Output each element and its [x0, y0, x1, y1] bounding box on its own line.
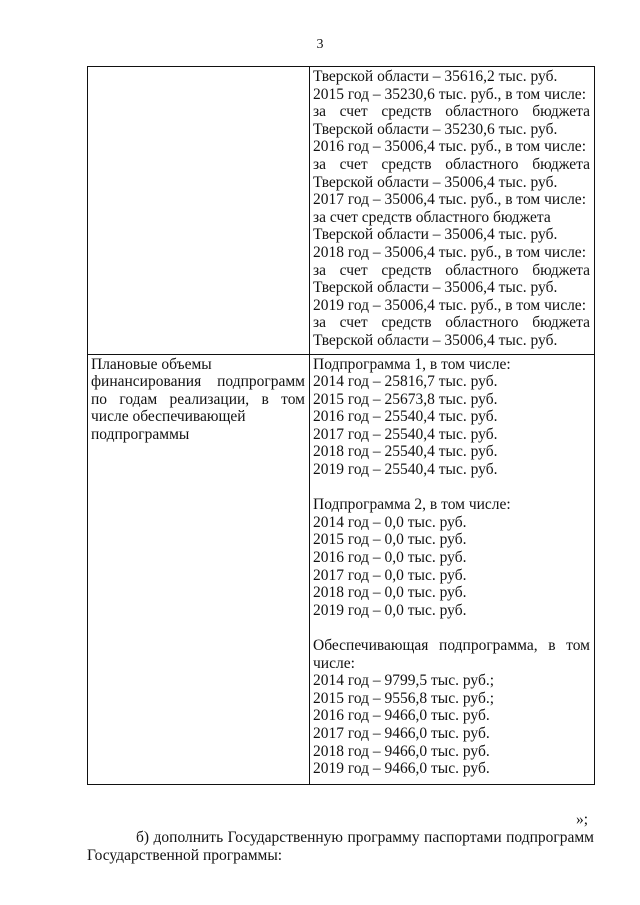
- subprogram2-year: 2017 год – 0,0 тыс. руб.: [313, 566, 467, 584]
- funding-line: Тверской области – 35006,4 тыс. руб.: [313, 226, 558, 244]
- funding-line: за счет средств областного бюджета: [313, 261, 590, 279]
- subprogram1-header: Подпрограмма 1, в том числе:: [313, 355, 511, 373]
- supporting-header: Обеспечивающая подпрограмма, в том: [313, 637, 590, 654]
- spacer: [313, 619, 590, 637]
- subprogram1-year: 2018 год – 25540,4 тыс. руб.: [313, 443, 498, 461]
- subprogram2-year: 2018 год – 0,0 тыс. руб.: [313, 584, 467, 602]
- funding-line: Тверской области – 35230,6 тыс. руб.: [313, 120, 558, 138]
- subprogram1-year: 2015 год – 25673,8 тыс. руб.: [313, 390, 498, 408]
- label-line: по годам реализации, в том: [91, 390, 305, 408]
- supporting-year: 2019 год – 9466,0 тыс. руб.: [313, 760, 490, 778]
- supporting-year: 2016 год – 9466,0 тыс. руб.: [313, 707, 490, 725]
- funding-line: Тверской области – 35006,4 тыс. руб.: [313, 331, 558, 349]
- funding-line: Тверской области – 35006,4 тыс. руб.: [313, 279, 558, 297]
- funding-line: 2015 год – 35230,6 тыс. руб., в том числе:: [313, 85, 586, 103]
- supporting-year: 2014 год – 9799,5 тыс. руб.;: [313, 672, 495, 690]
- supporting-year: 2018 год – 9466,0 тыс. руб.: [313, 742, 490, 760]
- spacer: [313, 479, 590, 497]
- subprogram2-year: 2015 год – 0,0 тыс. руб.: [313, 531, 467, 549]
- funding-line: 2018 год – 35006,4 тыс. руб., в том числе:: [313, 243, 586, 261]
- supporting-header-cont: числе:: [313, 654, 355, 672]
- funding-line: 2017 год – 35006,4 тыс. руб., в том числе:: [313, 191, 586, 209]
- paragraph-line: б) дополнить Государственную программу паспортами подпрограмм: [136, 829, 594, 846]
- funding-line: за счет средств областного бюджета: [313, 155, 590, 173]
- subprogram1-year: 2016 год – 25540,4 тыс. руб.: [313, 408, 498, 426]
- subprogram2-year: 2014 год – 0,0 тыс. руб.: [313, 513, 467, 531]
- subprogram1-year: 2019 год – 25540,4 тыс. руб.: [313, 461, 498, 479]
- supporting-year: 2015 год – 9556,8 тыс. руб.;: [313, 689, 495, 707]
- page-number: 3: [316, 37, 324, 52]
- label-line: подпрограммы: [91, 425, 190, 443]
- amendment-paragraph: [87, 829, 594, 865]
- funding-line: 2019 год – 35006,4 тыс. руб., в том числе:: [313, 296, 586, 314]
- label-line: числе обеспечивающей: [91, 408, 246, 426]
- funding-line: Тверской области – 35006,4 тыс. руб.: [313, 173, 558, 191]
- funding-line: за счет средств областного бюджета: [313, 208, 551, 226]
- paragraph-line: Государственной программы:: [87, 847, 283, 864]
- subprogram1-year: 2017 год – 25540,4 тыс. руб.: [313, 425, 498, 443]
- subprogram2-year: 2016 год – 0,0 тыс. руб.: [313, 549, 467, 567]
- funding-line: за счет средств областного бюджета: [313, 103, 590, 121]
- supporting-year: 2017 год – 9466,0 тыс. руб.: [313, 724, 490, 742]
- subprogram2-year: 2019 год – 0,0 тыс. руб.: [313, 601, 467, 619]
- funding-line: за счет средств областного бюджета: [313, 314, 590, 332]
- row2-right-cell: [310, 354, 595, 784]
- closing-quote: »;: [576, 811, 589, 828]
- passport-table: [87, 66, 595, 785]
- funding-line: 2016 год – 35006,4 тыс. руб., в том числе:: [313, 138, 586, 156]
- label-line: финансирования подпрограмм: [91, 373, 305, 391]
- table-row-planned-volumes: [88, 354, 595, 784]
- subprogram1-year: 2014 год – 25816,7 тыс. руб.: [313, 373, 498, 391]
- subprogram2-header: Подпрограмма 2, в том числе:: [313, 496, 511, 514]
- row2-left-cell: [88, 354, 310, 784]
- table-row-funding-continuation: [88, 67, 595, 355]
- funding-line: Тверской области – 35616,2 тыс. руб.: [313, 68, 558, 85]
- label-line: Плановые объемы: [91, 355, 212, 373]
- row1-right-cell: [310, 67, 595, 355]
- row1-left-cell: [88, 67, 310, 355]
